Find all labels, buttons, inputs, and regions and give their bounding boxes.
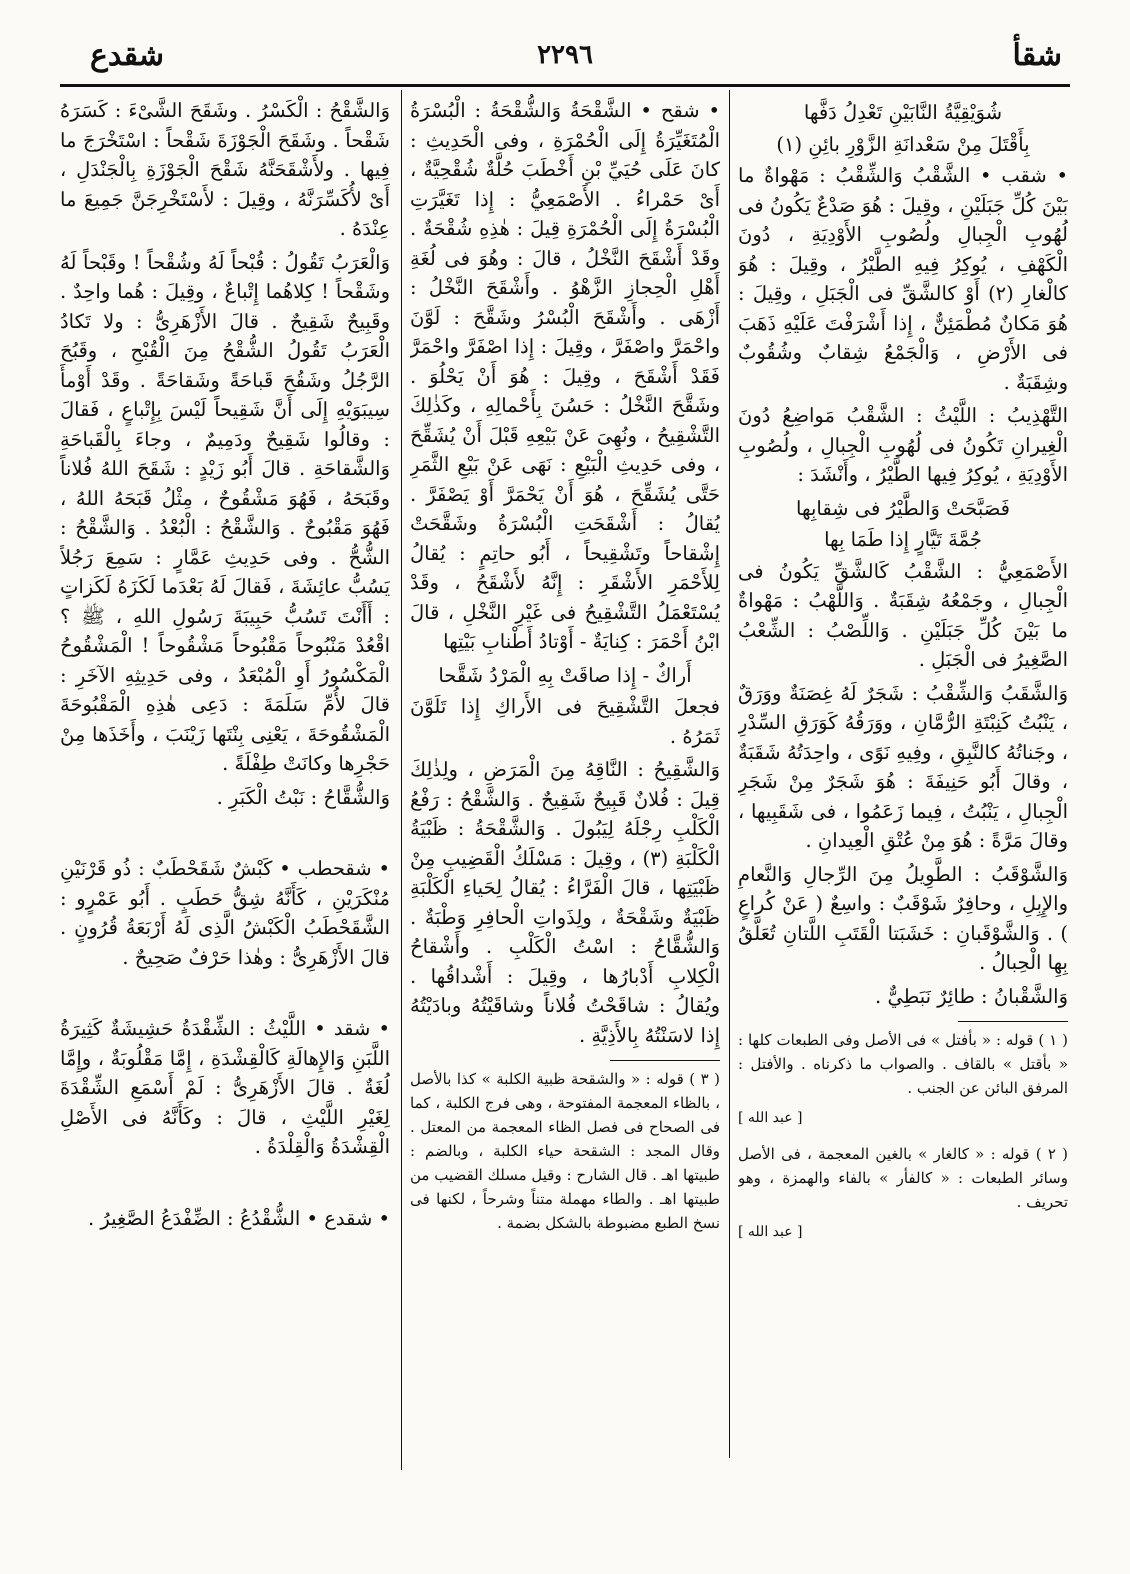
shajar-paragraph: وَالشَّقَبُ وَالشِّقْبُ : شَجَرٌ لَهُ غِصَنَةٌ ووَرَقٌ ، يَنْبُتُ كَنِبْتَةِ الرُّمَّانِ ، ووَرَقُهُ كَوَرَقِ السِّدْرِ ، وجَناتُهُ كالنَّبِقِ ، وفِيهِ نَوًى ، واحِدَتُهُ شَقَبَةٌ ، وقالَ أَبُو حَنِيفَةَ : هُوَ شَجَرٌ مِنْ شَجَرِ الْجِبالِ ، يَنْبُتُ ، فِيما زَعَمُوا ، فى شَقَبِيها ، وقالَ مَرَّةً : هُوَ مِنْ عُتْقِ الْعِيدانِ . xyxy=(738,681,1068,852)
verse-commentary: فجعلَ التَّشْقِيحَ فى الأَراكِ إِذا تَلَوَّنَ ثَمَرُهُ . xyxy=(410,695,720,748)
entry-gap xyxy=(60,1166,390,1204)
entry-shaqahtab: • شقحطب • كَبْشٌ شَقَحْطَبٌ : ذُو قَرْنَيْنِ مُنْكَرَيْنِ ، كَأَنَّهُ شِقُّ حَطَبٍ . أَبُو عَمْرٍو : الشَّقَحْطَبُ الْكَبْشُ الَّذِى لَهُ أَرْبَعَةُ قُرُونٍ . قالَ الأَزْهَرِىُّ : وهٰذا حَرْفٌ صَحِيحٌ . xyxy=(60,857,390,969)
shaqih-paragraph: وَالشَّقِيحُ : النَّاقِهُ مِنَ الْمَرَضِ ، ولِذٰلِكَ قِيلَ : فُلانٌ قَبِيحٌ شَقِيحٌ . وَالشَّقْحُ : رَفْعُ الْكَلْبِ رِجْلَهُ لِيَبُولَ . وَالشَّقْحَةُ : ظَبْيَةُ الْكَلْبَةِ (٣) ، وقِيلَ : مَسْلَكُ الْقَضِيبِ مِنْ ظَبْيَتِها ، قالَ الْفَرَّاءُ : يُقالُ لِحَياءِ الْكَلْبَةِ ظَبْيَةٌ وشَقْحَةٌ ، ولِذَواتِ الْحافِرِ وَطْبَةٌ . وَالشُّقَّاحُ : اسْتُ الْكَلْبِ . وأَشْقاحُ الْكِلابِ أَدْبارُها ، وقِيلَ : أَشْداقُها . ويُقالُ : شاقَحْتُ فُلاناً وشاقَيْتُهُ وبادَيْتُهُ إِذا لاسَنْتُهُ بِالأَذِيَّةِ . xyxy=(410,758,720,1047)
middle-column xyxy=(410,90,720,1475)
entry-shaqah: • شقح • الشَّقْحَةُ وَالشُّقْحَةُ : الْبُسْرَةُ الْمُتَغَيِّرَةُ إِلَى الْحُمْرَةِ ، وفى الْحَدِيثِ : كانَ عَلَى حُيَيِّ بْنِ أَخْطَبَ حُلَّةٌ شُقْحِيَّةٌ ، أَىْ حَمْراءُ . الأَصْمَعِيُّ : إِذا تَغَيَّرَتِ الْبُسْرَةُ إِلَى الْحُمْرَةِ قِيلَ : هٰذِهِ شُقْحَةٌ . وقَدْ أَشْقَحَ النَّخْلُ ، قالَ : وهُوَ فى لُغَةِ أَهْلِ الْحِجازِ الزَّهْوُ . وأَشْقَحَ النَّخْلُ : أَزْهَى . وأَشْقَحَ الْبُسْرُ وشَقَّحَ : لَوَّنَ واحْمَرَّ واصْفَرَّ ، وقِيلَ : إِذا اصْفَرَّ واحْمَرَّ فَقَدْ أَشْقَحَ ، وقِيلَ : هُوَ أَنْ يَحْلُوَ . وشَقَّحَ النَّخْلُ : حَسُنَ بِأَحْمالِهِ ، وكَذٰلِكَ التَّشْقِيحُ ، ونُهِىَ عَنْ بَيْعِهِ قَبْلَ أَنْ يُشَقِّحَ ، وفى حَدِيثِ الْبَيْعِ : نَهَى عَنْ بَيْعِ الثَّمَرِ حَتَّى يُشَقِّحَ ، هُوَ أَنْ يَحْمَرَّ أَوْ يَصْفَرَّ . يُقالُ : أَشْقَحَتِ الْبُسْرَةُ وشَقَّحَتْ إِشْقاحاً وتَشْقِيحاً ، أَبُو حاتِمٍ : يُقالُ لِلأَحْمَرِ الأَشْقَرِ : إِنَّهُ لأَشْقَحُ ، وقَدْ يُسْتَعْمَلُ التَّشْقِيحُ فى غَيْرِ النَّخْلِ ، قالَ ابْنُ أَحْمَرَ : كِنايَةٌ - أَوْتادُ أَطْنابِ بَيْتِها xyxy=(410,99,720,653)
header-first-entry: شقأ xyxy=(1012,38,1062,73)
verse-line: أَراكٌ - إِذا صاقَتْ بِهِ الْمَرْدُ شَقَّحا xyxy=(438,663,692,687)
footnote-signature: [ عبد الله ] xyxy=(738,1223,803,1240)
verse-line: فَصَبَّحَتْ وَالطَّيْرُ فى شِقابِها xyxy=(796,496,1010,520)
right-column xyxy=(738,90,1068,1475)
header-rule xyxy=(60,84,1070,87)
footnote-1: ( ١ ) قوله : « بأفتل » فى الأصل وفى الطبعات كلها : « بأقتل » بالقاف . والصواب ما ذكرناه . والأفتل : المرفق البائن عن الجنب . xyxy=(738,1031,1068,1097)
footnote-2: ( ٢ ) قوله : « كالغار » بالغين المعجمة ، فى الأصل وسائر الطبعات : « كالفأر » بالفاء والهمزة ، وهو تحريف . xyxy=(738,1144,1068,1211)
verse-line: بِأَقْتَلَ مِنْ سَعْدانَةِ الزَّوْرِ بائِنِ (١) xyxy=(776,132,1030,156)
verse-line: شُوَيْقِيَّةُ النَّابَيْنِ تَعْدِلُ دَفَّها xyxy=(803,101,1003,124)
shaqh-breaking-paragraph: وَالشَّقْحُ : الْكَسْرُ . وشَقَحَ الشَّىْءَ : كَسَرَهُ شَقْحاً . وشَقَحَ الْجَوْزَةَ شَقْحاً : اسْتَخْرَجَ ما فِيها . ولأَشْقَحَنَّهُ شَقْحَ الْجَوْزَةِ بِالْجَنْدَلِ ، أَىْ لأُكَسِّرَنَّهُ ، وقِيلَ : لأَسْتَخْرِجَنَّ جَمِيعَ ما عِنْدَهُ . xyxy=(60,99,390,240)
entry-gap xyxy=(60,976,390,1014)
footnote-3: ( ٣ ) قوله : « والشقحة ظبية الكلبة » كذا بالأصل ، بالظاء المعجمة المفتوحة ، وهى فرج الكلبة ، كما فى الصحاح فى فصل الظاء المعجمة من المعتل . وقال المجد : الشقحة حياء الكلبة ، وبالضم : طبيتها اهـ . قال الشارح : وقيل مسلك القضيب من طبيتها اهـ . والطاء مهملة متناً وشرحاً ، لكنها فى نسخ الطبع مضبوطة بالشكل بضمة . xyxy=(410,1070,720,1232)
arab-saying-paragraph: وَالْعَرَبُ تَقُولُ : قُبْحاً لَهُ وشُقْحاً ! وقَبْحاً لَهُ وشَقْحاً ! كِلاهُما إِتْباعٌ ، وقِيلَ : هُما واحِدٌ . وقَبِيحٌ شَقِيحٌ . قالَ الأَزْهَرِىُّ : ولا تَكادُ الْعَرَبُ تَقُولُ الشُّقْحُ مِنَ الْقُبْحِ ، وقَبُحَ الرَّجُلُ وشَقُحَ قَباحَةً وشَقاحَةً . وقَدْ أَوْمأَ سِيبَوَيْهِ إِلَى أَنَّ شَقِيحاً لَيْسَ بِإِتْباعٍ ، فَقالَ : وقالُوا شَقِيحٌ ودَمِيمٌ ، وجاءَ بِالْقَباحَةِ وَالشَّقاحَةِ . قالَ أَبُو زَيْدٍ : شَقَحَ اللهُ فُلاناً وقَبَحَهُ ، فَهُوَ مَشْقُوحٌ ، مِثْلُ قَبَحَهُ اللهُ ، فَهُوَ مَقْبُوحٌ . وَالشَّقْحُ : الْبُعْدُ . وَالشَّقْحُ : الشُّحُّ . وفى حَدِيثِ عَمَّارٍ : سَمِعَ رَجُلاً يَسُبُّ عائِشَةَ ، فَقالَ لَهُ بَعْدَما لَكَزَهُ لَكَزاتٍ : أَأَنْتَ تَسُبُّ حَبِيبَةَ رَسُولِ اللهِ ، ﷺ ؟ اقْعُدْ مَنْبُوحاً مَقْبُوحاً مَشْقُوحاً ! الْمَشْقُوحُ الْمَكْسُورُ أَوِ الْمُبْعَدُ ، وفى حَدِيثِهِ الآخَرِ : قالَ لأُمِّ سَلَمَةَ : دَعِى هٰذِهِ الْمَقْبُوحَةَ الْمَشْقُوحَةَ ، يَعْنِى بِنْتَها زَيْنَبَ ، وأَخَذَها مِنْ حَجْرِها وكانَتْ طِفْلَةً . xyxy=(60,250,390,775)
shawqab-paragraph: وَالشَّوْقَبُ : الطَّوِيلُ مِنَ الرِّجالِ وَالنَّعامِ والإِبِلِ ، وحافِرٌ شَوْقَبٌ : واسِعٌ ( عَنْ كُراعٍ ) . وَالشَّوْقَبانِ : خَشَبَتا الْقَتَبِ اللَّتانِ تُعَلَّقُ بِهِا الْحِبالُ . xyxy=(738,862,1068,974)
entry-shaqab: • شقب • الشَّقْبُ وَالشِّقْبُ : مَهْواةٌ ما بَيْنَ كُلِّ جَبَلَيْنِ ، وقِيلَ : هُوَ صَدْعٌ يَكُونُ فى لُهُوبِ الْجِبالِ ولُصُوبِ الأَوْدِيَةِ ، دُونَ الْكَهْفِ ، يُوكِرُ فِيهِ الطَّيْرُ ، وقِيلَ : هُوَ كالْغارِ (٢) أَوْ كالشَّقِّ فى الْجَبَلِ ، وقِيلَ : هُوَ مَكانٌ مُطْمَئِنٌّ ، إِذا أَشْرَفْتَ عَلَيْهِ ذَهَبَ فى الأَرْضِ ، وَالْجَمْعُ شِقابٌ وشُقُوبٌ وشِقَبَةٌ . xyxy=(738,164,1068,394)
verse-line: جُمَّةَ تَيَّارٍ إِذا طَمَا بِها xyxy=(824,528,982,551)
header-last-entry: شقدع xyxy=(90,38,164,73)
tahdhib-paragraph: التَّهْذِيبُ : اللَّيْثُ : الشَّقْبُ مَواضِعُ دُونَ الْغِيرانِ تَكُونُ فى لُهُوبِ الْجِبالِ ، ولُصُوبِ الأَوْدِيَةِ ، يُوكِرُ فِيها الطَّيْرُ ، وأَنْشَدَ : xyxy=(738,404,1068,486)
column-divider-right xyxy=(729,90,730,1458)
footnote-signature: [ عبد الله ] xyxy=(738,1110,803,1126)
column-divider-left xyxy=(401,90,402,1470)
footnote-rule xyxy=(610,1060,720,1061)
asmai-paragraph: الأَصْمَعِيُّ : الشَّقْبُ كَالشَّقِّ يَكُونُ فى الْجِبالِ ، وجَمْعُهُ شِقَبَةٌ . وَاللَّهْبُ : مَهْواةٌ ما بَيْنَ كُلِّ جَبَلَيْنِ . وَاللِّصْبُ : الشِّعْبُ الصَّغِيرُ فى الْجَبَلِ . xyxy=(738,559,1068,671)
left-column xyxy=(60,90,390,1475)
entry-shuqdu: • شقدع • الشُّقْدُعُ : الضِّفْدَعُ الصَّغِيرُ . xyxy=(87,1206,390,1230)
footnote-rule xyxy=(958,1021,1068,1022)
page-number: ٢٢٩٦ xyxy=(537,40,593,70)
shuqqah-paragraph: وَالشُّقَّاحُ : نَبْتُ الْكَبَرِ . xyxy=(216,785,390,809)
entry-gap xyxy=(60,816,390,854)
shaqban-paragraph: وَالشَّقْبانُ : طائِرٌ نَبَطِيٌّ . xyxy=(875,984,1068,1008)
page-header xyxy=(60,28,1070,88)
entry-shaqad: • شقد • اللَّيْثُ : الشِّقْدَةُ حَشِيشَةٌ كَثِيرَةُ اللَّبَنِ وَالإِهالَةِ كَالْقِشْدَةِ ، إِمَّا مَقْلُوبَةٌ ، وإِمَّا لُغَةٌ . قالَ الأَزْهَرِىُّ : لَمْ أَسْمَعِ الشِّقْدَةَ لِغَيْرِ اللَّيْثِ ، قالَ : وكَأَنَّهُ فى الأَصْلِ الْقِشْدَةُ وَالْقِلْدَةُ . xyxy=(60,1017,390,1158)
